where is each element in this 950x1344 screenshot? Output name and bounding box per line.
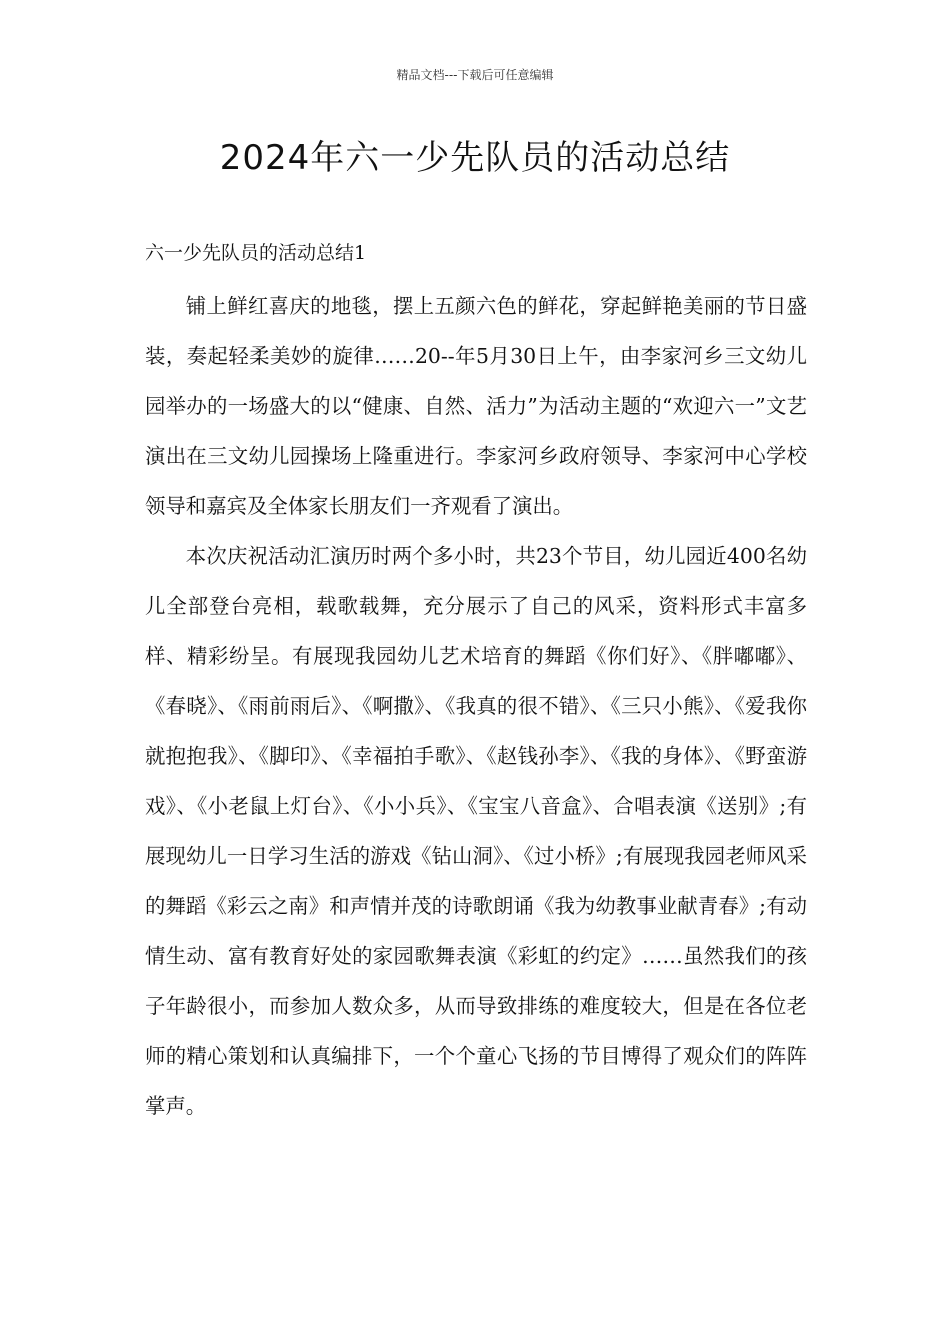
header-note: 精品文档---下载后可任意编辑 (396, 68, 554, 82)
section-heading: 六一少先队员的活动总结1 (145, 242, 367, 264)
page-title: 2024年六一少先队员的活动总结 (219, 138, 731, 178)
document-body (145, 281, 807, 1131)
paragraph-2: 本次庆祝活动汇演历时两个多小时，共23个节目，幼儿园近400名幼儿全部登台亮相，载歌载舞，充分展示了自己的风采，资料形式丰富多样、精彩纷呈。有展现我园幼儿艺术培育的舞蹈《你们好》、《胖嘟嘟》、《春晓》、《雨前雨后》、《啊撒》、《我真的很不错》、《三只小熊》、《爱我你就抱抱我》、《脚印》、《幸福拍手歌》、《赵钱孙李》、《我的身体》、《野蛮游戏》、《小老鼠上灯台》、《小小兵》、《宝宝八音盒》、合唱表演《送别》;有展现幼儿一日学习生活的游戏《钻山洞》、《过小桥》;有展现我园老师风采的舞蹈《彩云之南》和声情并茂的诗歌朗诵《我为幼教事业献青春》;有动情生动、富有教育好处的家园歌舞表演《彩虹的约定》……虽然我们的孩子年龄很小，而参加人数众多，从而导致排练的难度较大，但是在各位老师的精心策划和认真编排下，一个个童心飞扬的节目博得了观众们的阵阵掌声。 (145, 544, 807, 1118)
paragraph-1: 铺上鲜红喜庆的地毯，摆上五颜六色的鲜花，穿起鲜艳美丽的节日盛装，奏起轻柔美妙的旋律……20--年5月30日上午，由李家河乡三文幼儿园举办的一场盛大的以“健康、自然、活力”为活动主题的“欢迎六一”文艺演出在三文幼儿园操场上隆重进行。李家河乡政府领导、李家河中心学校领导和嘉宾及全体家长朋友们一齐观看了演出。 (145, 294, 807, 518)
